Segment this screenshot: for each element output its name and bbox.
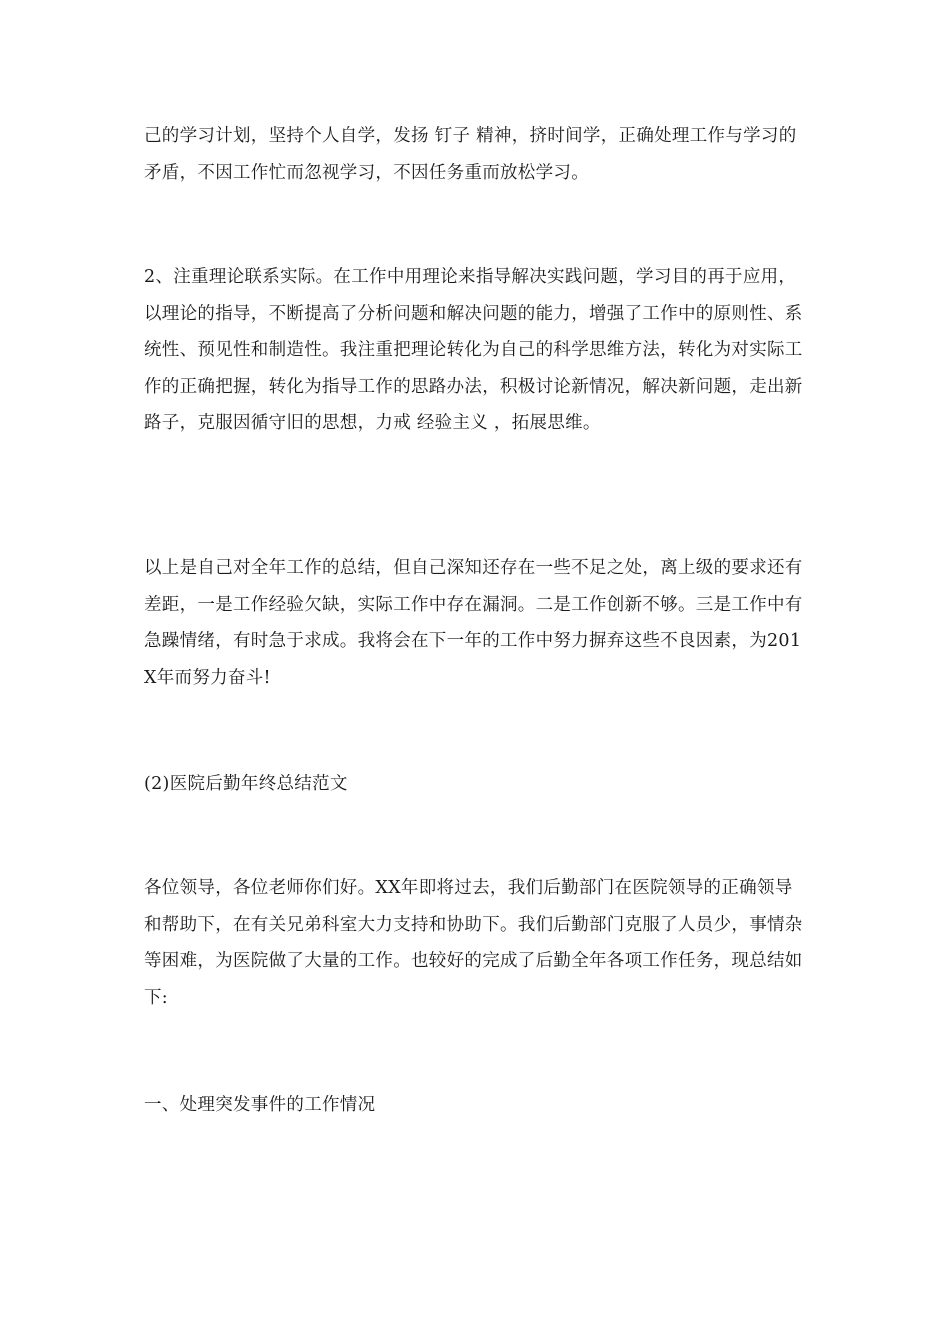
paragraph-study-plan: 己的学习计划，坚持个人自学，发扬 钉子 精神，挤时间学，正确处理工作与学习的矛盾，不因工作忙而忽视学习，不因任务重而放松学习。	[144, 126, 797, 183]
section-title-hospital-logistics: (2)医院后勤年终总结范文	[144, 774, 348, 794]
paragraph-theory-practice: 2、注重理论联系实际。在工作中用理论来指导解决实践问题，学习目的再于应用，以理论的指导，不断提高了分析问题和解决问题的能力，增强了工作中的原则性、系统性、预见性和制造性。我注重把理论转化为自己的科学思维方法，转化为对实际工作的正确把握，转化为指导工作的思路办法，积极讨论新情况，解决新问题，走出新路子，克服因循守旧的思想，力戒 经验主义 ，拓展思维。	[144, 267, 803, 433]
paragraph-greeting: 各位领导，各位老师你们好。XX年即将过去，我们后勤部门在医院领导的正确领导和帮助下，在有关兄弟科室大力支持和协助下。我们后勤部门克服了人员少，事情杂等困难，为医院做了大量的工作。也较好的完成了后勤全年各项工作任务，现总结如下:	[144, 878, 803, 1008]
section-heading-emergency-handling: 一、处理突发事件的工作情况	[144, 1095, 376, 1115]
paragraph-year-summary: 以上是自己对全年工作的总结，但自己深知还存在一些不足之处，离上级的要求还有差距，一是工作经验欠缺，实际工作中存在漏洞。二是工作创新不够。三是工作中有急躁情绪，有时急于求成。我将会在下一年的工作中努力摒弃这些不良因素，为201X年而努力奋斗!	[144, 558, 803, 688]
